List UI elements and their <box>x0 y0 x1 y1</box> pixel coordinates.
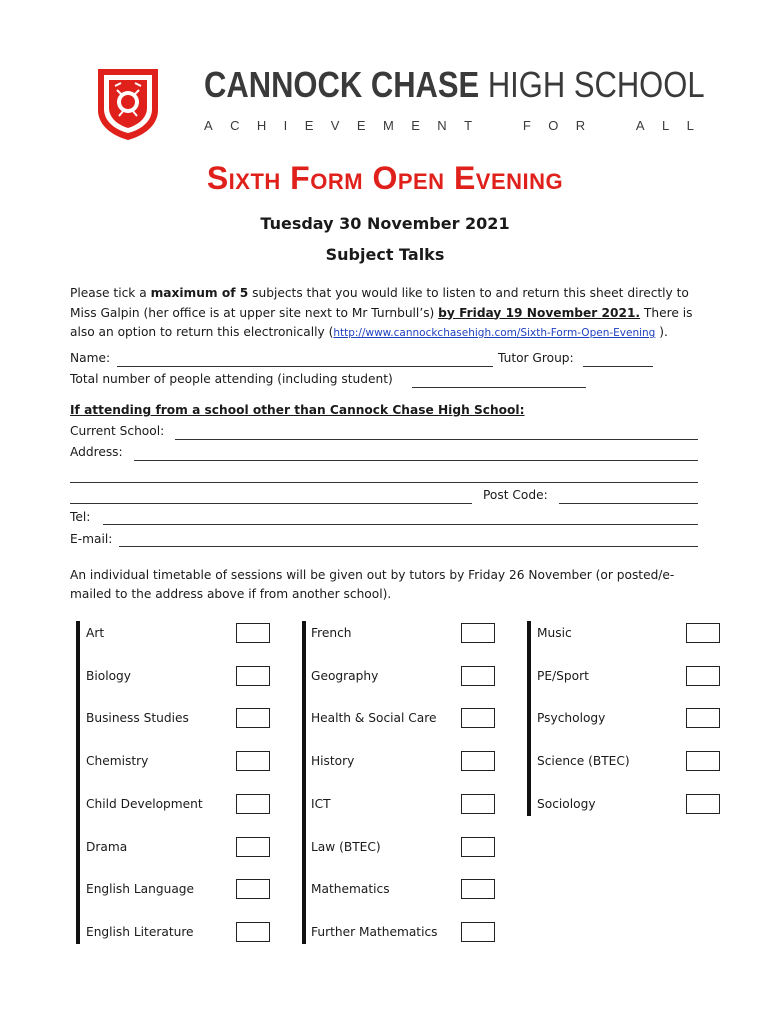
school-name: CANNOCK CHASE HIGH SCHOOL <box>204 64 705 105</box>
motto-letter: E <box>356 118 366 133</box>
page-subtitle: Subject Talks <box>325 245 445 264</box>
motto-letter: R <box>575 118 586 133</box>
tutor-group-field[interactable] <box>583 366 653 367</box>
tel-field[interactable] <box>103 524 698 525</box>
event-date: Tuesday 30 November 2021 <box>260 214 510 233</box>
intro-paragraph: Please tick a maximum of 5 subjects that you would like to listen to and return this sheet directly to Miss Galpin (her office is at upper site next to Mr Turnbull’s) by Friday 19 November 2021. There is also an option to return this electronically (http://www.cannockchasehigh.com/Sixth-Form-Open-Evening ). <box>70 286 693 339</box>
motto-letter: A <box>635 118 645 133</box>
subject-label: Child Development <box>86 796 203 811</box>
subject-checkbox[interactable] <box>236 666 270 686</box>
subject-label: Law (BTEC) <box>311 839 381 854</box>
column-divider <box>76 621 80 944</box>
subject-checkbox[interactable] <box>236 922 270 942</box>
motto-letter: I <box>283 118 288 133</box>
total-attending-label: Total number of people attending (including student) <box>70 372 393 386</box>
subject-checkbox[interactable] <box>686 751 720 771</box>
email-field[interactable] <box>119 546 698 547</box>
subject-label: French <box>311 626 352 640</box>
subject-checkbox[interactable] <box>461 837 495 857</box>
other-school-heading: If attending from a school other than Cannock Chase High School: <box>70 403 525 417</box>
motto-letter: V <box>330 118 340 133</box>
tel-label: Tel: <box>70 510 91 524</box>
address-field-line-3[interactable] <box>70 503 472 504</box>
name-label: Name: <box>70 351 111 365</box>
motto-letter <box>603 118 619 133</box>
current-school-field[interactable] <box>175 439 698 440</box>
subject-label: Science (BTEC) <box>537 754 630 769</box>
subject-label: Music <box>537 626 572 640</box>
subject-label: English Literature <box>86 924 194 939</box>
subject-checkbox[interactable] <box>461 708 495 728</box>
timetable-note: An individual timetable of sessions will be given out by tutors by Friday 26 November (or posted/e-mailed to the address above if from another school). <box>70 568 675 601</box>
subject-checkbox[interactable] <box>686 794 720 814</box>
motto-letter: E <box>411 118 420 133</box>
column-divider <box>527 621 531 816</box>
subject-checkbox[interactable] <box>461 922 495 942</box>
motto-letter: L <box>686 118 694 133</box>
motto-letter: T <box>464 118 473 133</box>
motto-letter: F <box>522 118 531 133</box>
name-field[interactable] <box>117 366 493 367</box>
school-crest-logo <box>95 66 161 142</box>
subject-label: ICT <box>311 796 331 811</box>
motto-letter: L <box>662 118 670 133</box>
post-code-label: Post Code: <box>483 488 548 502</box>
subject-label: PE/Sport <box>537 668 589 683</box>
motto-letter <box>489 118 505 133</box>
subject-checkbox[interactable] <box>236 879 270 899</box>
subject-label: Health & Social Care <box>311 711 437 726</box>
motto-letter: H <box>256 118 267 133</box>
subject-checkbox[interactable] <box>686 708 720 728</box>
subject-checkbox[interactable] <box>236 751 270 771</box>
subject-label: Business Studies <box>86 711 189 726</box>
subject-label: History <box>311 754 355 769</box>
subject-checkbox[interactable] <box>236 794 270 814</box>
subject-label: English Language <box>86 882 195 897</box>
subject-label: Chemistry <box>86 754 149 769</box>
subject-label: Geography <box>311 668 379 683</box>
subject-checkbox[interactable] <box>461 794 495 814</box>
tutor-group-label: Tutor Group: <box>498 351 574 365</box>
subject-checkbox[interactable] <box>236 623 270 643</box>
subject-checkbox[interactable] <box>461 751 495 771</box>
subject-label: Art <box>86 626 105 640</box>
column-divider <box>302 621 306 944</box>
subject-label: Mathematics <box>311 882 390 897</box>
post-code-field[interactable] <box>559 503 698 504</box>
address-label: Address: <box>70 445 123 459</box>
subject-checkbox[interactable] <box>686 666 720 686</box>
motto-letter: O <box>548 118 559 133</box>
subject-checkbox[interactable] <box>236 708 270 728</box>
subject-label: Biology <box>86 668 131 683</box>
subject-label: Sociology <box>537 796 596 811</box>
subject-checkbox[interactable] <box>461 666 495 686</box>
page-title: Sixth Form Open Evening <box>206 160 564 196</box>
current-school-label: Current School: <box>70 424 165 438</box>
address-field-line-2[interactable] <box>70 482 698 483</box>
subject-checkbox[interactable] <box>461 623 495 643</box>
motto-letter: A <box>204 118 213 133</box>
motto-letter: C <box>230 118 240 133</box>
subject-checkbox[interactable] <box>686 623 720 643</box>
motto-letter: M <box>382 118 394 133</box>
return-link[interactable]: http://www.cannockchasehigh.com/Sixth-Form-Open-Evening <box>333 327 656 339</box>
subject-label: Further Mathematics <box>311 924 438 939</box>
motto-letter: N <box>437 118 447 133</box>
total-attending-field[interactable] <box>412 387 586 388</box>
subject-checkbox[interactable] <box>236 837 270 857</box>
school-motto <box>204 118 694 133</box>
motto-letter: E <box>304 118 314 133</box>
subject-checkbox[interactable] <box>461 879 495 899</box>
address-field-line-1[interactable] <box>134 460 698 461</box>
subject-label: Psychology <box>537 711 606 726</box>
subject-label: Drama <box>86 839 128 854</box>
email-label: E-mail: <box>70 532 113 546</box>
